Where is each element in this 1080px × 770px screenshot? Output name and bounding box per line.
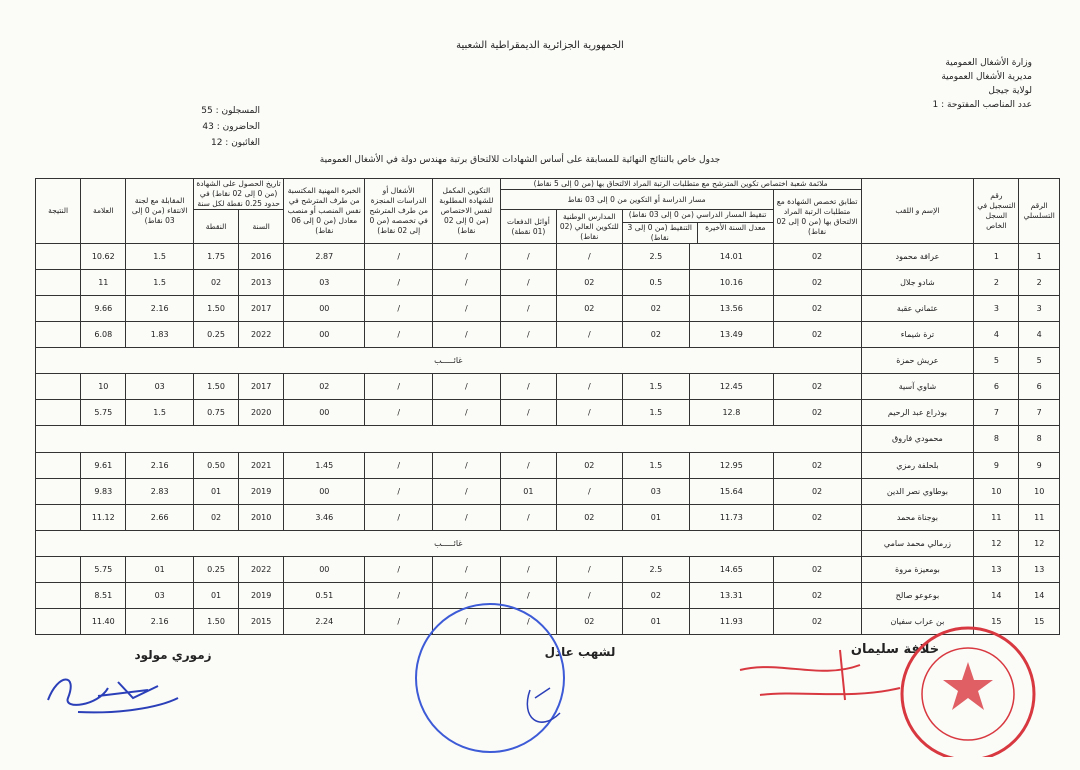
cell-last-year-avg: 14.01 — [690, 244, 773, 270]
cell-works: / — [365, 400, 433, 426]
cell-works: / — [365, 608, 433, 634]
cell-name: زرمالي محمد سامي — [861, 530, 974, 556]
cell-cert-year: 2022 — [239, 322, 284, 348]
cell-mark: 9.66 — [81, 296, 126, 322]
header-graded: التنقيط (من 0 إلى 3 نقاط) — [627, 223, 692, 242]
cell-cert-year: 2021 — [239, 452, 284, 478]
cell-works: / — [365, 374, 433, 400]
cell-name: بوعوعو صالح — [861, 582, 974, 608]
ministry-line: وزارة الأشغال العمومية — [945, 58, 1032, 68]
cell-experience: 00 — [284, 478, 365, 504]
cell-last-year-avg: 11.73 — [690, 504, 773, 530]
cell-name: بومعيزة مروة — [861, 556, 974, 582]
cell-reg: 8 — [974, 426, 1019, 452]
cell-mark: 6.08 — [81, 322, 126, 348]
cell-grade: 02 — [622, 296, 690, 322]
cell-cert-match: 02 — [773, 504, 861, 530]
results-table — [35, 178, 1060, 635]
header-suitability-group: ملائمة شعبة اختصاص تكوين المترشح مع متطلبات الرتبة المراد الالتحاق بها (من 0 إلى 5 نقاط) — [500, 179, 861, 190]
cell-top-graduates: / — [500, 374, 556, 400]
ministry-line: لولاية جيجل — [988, 86, 1032, 96]
header-result: النتيجة — [36, 179, 81, 244]
cell-mark: 5.75 — [81, 400, 126, 426]
cell-name: محمودي فاروق — [861, 426, 974, 452]
cell-serial: 6 — [1019, 374, 1060, 400]
cell-interview: 1.5 — [126, 270, 194, 296]
cell-result — [36, 478, 81, 504]
cell-mark: 11 — [81, 270, 126, 296]
table-row — [36, 530, 1060, 556]
table-row — [36, 296, 1060, 322]
cell-grade: 01 — [622, 608, 690, 634]
header-experience: الخبرة المهنية المكتسبة من طرف المترشح في نفس المنصب أو منصب معادل (من 0 إلى 06 نقاط) — [284, 179, 365, 244]
cell-reg: 1 — [974, 244, 1019, 270]
cell-experience: 2.24 — [284, 608, 365, 634]
cell-national-schools: / — [557, 244, 622, 270]
cell-mark: 11.40 — [81, 608, 126, 634]
cell-result — [36, 322, 81, 348]
cell-reg: 4 — [974, 322, 1019, 348]
cell-cert-match: 02 — [773, 400, 861, 426]
cell-national-schools: / — [557, 322, 622, 348]
cell-cert-points: 0.50 — [193, 452, 238, 478]
cell-name: عرافة محمود — [861, 244, 974, 270]
cell-cert-match: 02 — [773, 270, 861, 296]
cell-experience: 1.45 — [284, 452, 365, 478]
cell-name: بن عراب سفيان — [861, 608, 974, 634]
cell-last-year-avg: 13.31 — [690, 582, 773, 608]
header-last-year: معدل السنة الأخيرة — [697, 223, 773, 243]
cell-works: / — [365, 504, 433, 530]
cell-name: بوذراع عبد الرحيم — [861, 400, 974, 426]
cell-cert-match: 02 — [773, 374, 861, 400]
cell-cert-year: 2013 — [239, 270, 284, 296]
cell-experience: 0.51 — [284, 582, 365, 608]
cell-cert-points: 02 — [193, 504, 238, 530]
table-row — [36, 322, 1060, 348]
cell-name: بلحلفة رمزي — [861, 452, 974, 478]
cell-grade: 0.5 — [622, 270, 690, 296]
cell-serial: 14 — [1019, 582, 1060, 608]
cell-serial: 13 — [1019, 556, 1060, 582]
table-row — [36, 348, 1060, 374]
header-cert-match: تطابق تخصص الشهادة مع متطلبات الرتبة المراد الالتحاق بها (من 0 إلى 02 نقاط) — [773, 190, 861, 244]
cell-experience: 3.46 — [284, 504, 365, 530]
header-interview: المقابلة مع لجنة الانتقاء (من 0 إلى 03 نقاط) — [126, 179, 194, 244]
cell-cert-match: 02 — [773, 244, 861, 270]
cell-national-schools: 02 — [557, 504, 622, 530]
cell-works: / — [365, 270, 433, 296]
cell-mark: 11.12 — [81, 504, 126, 530]
cell-grade: 01 — [622, 504, 690, 530]
header-name: الإسم و اللقب — [861, 179, 974, 244]
cell-serial: 12 — [1019, 530, 1060, 556]
header-year: السنة — [239, 210, 284, 244]
cell-last-year-avg: 11.93 — [690, 608, 773, 634]
signature-name-right: خلافة سليمان — [850, 642, 940, 657]
cell-interview: 2.16 — [126, 296, 194, 322]
table-row — [36, 426, 1060, 452]
table-row — [36, 478, 1060, 504]
cell-reg: 9 — [974, 452, 1019, 478]
document-title: جدول خاص بالنتائج النهائية للمسابقة على أساس الشهادات للالتحاق برتبة مهندس دولة في الأشغال العمومية — [319, 155, 721, 165]
cell-reg: 12 — [974, 530, 1019, 556]
cell-works: / — [365, 478, 433, 504]
cell-complementary: / — [433, 244, 501, 270]
signature-name-left: زموري مولود — [134, 648, 212, 662]
cell-grade: 1.5 — [622, 452, 690, 478]
cell-national-schools: 02 — [557, 270, 622, 296]
cell-interview: 1.83 — [126, 322, 194, 348]
cell-cert-match: 02 — [773, 556, 861, 582]
cell-experience: 00 — [284, 556, 365, 582]
cell-grade: 2.5 — [622, 556, 690, 582]
cell-top-graduates: / — [500, 582, 556, 608]
cell-top-graduates: / — [500, 322, 556, 348]
attendance-stats — [190, 103, 260, 151]
cell-grade: 1.5 — [622, 374, 690, 400]
cell-last-year-avg: 13.49 — [690, 322, 773, 348]
cell-top-graduates: / — [500, 556, 556, 582]
cell-top-graduates: / — [500, 608, 556, 634]
cell-last-year-avg: 12.95 — [690, 452, 773, 478]
cell-works: / — [365, 296, 433, 322]
header-works: الأشغال أو الدراسات المنجزة من طرف المترشح في تخصصه (من 0 إلى 02 نقاط) — [365, 179, 433, 244]
cell-cert-points: 0.25 — [193, 322, 238, 348]
cell-grade: 1.5 — [622, 400, 690, 426]
round-stamp-blue — [410, 598, 570, 758]
header-mark: العلامة — [81, 179, 126, 244]
cell-serial: 10 — [1019, 478, 1060, 504]
cell-last-year-avg: 13.56 — [690, 296, 773, 322]
cell-cert-year: 2019 — [239, 478, 284, 504]
cell-serial: 15 — [1019, 608, 1060, 634]
ministry-line: مديرية الأشغال العمومية — [941, 72, 1032, 82]
cell-national-schools: / — [557, 400, 622, 426]
country-header: الجمهورية الجزائرية الديمقراطية الشعبية — [456, 40, 624, 51]
cell-complementary: / — [433, 400, 501, 426]
cell-cert-points: 1.75 — [193, 244, 238, 270]
cell-serial: 7 — [1019, 400, 1060, 426]
cell-cert-year: 2019 — [239, 582, 284, 608]
header-cert-date: تاريخ الحصول على الشهادة (من 0 إلى 02 نقاط) في حدود 0.25 نقطة لكل سنة — [193, 179, 283, 210]
cell-national-schools: 02 — [557, 608, 622, 634]
cell-experience: 00 — [284, 322, 365, 348]
cell-complementary: / — [433, 608, 501, 634]
cell-cert-points: 01 — [193, 582, 238, 608]
cell-result — [36, 296, 81, 322]
cell-last-year-avg: 12.45 — [690, 374, 773, 400]
cell-mark: 9.83 — [81, 478, 126, 504]
cell-cert-year: 2022 — [239, 556, 284, 582]
cell-last-year-avg: 12.8 — [690, 400, 773, 426]
cell-name: عريش حمزة — [861, 348, 974, 374]
cell-cert-year: 2017 — [239, 374, 284, 400]
cell-result — [36, 582, 81, 608]
cell-grade: 2.5 — [622, 244, 690, 270]
header-complementary: التكوين المكمل للشهادة المطلوبة لنفس الاختصاص (من 0 إلى 02 نقاط) — [433, 179, 501, 244]
cell-result — [36, 270, 81, 296]
cell-cert-match: 02 — [773, 608, 861, 634]
cell-top-graduates: / — [500, 270, 556, 296]
cell-mark: 10.62 — [81, 244, 126, 270]
cell-cert-match: 02 — [773, 582, 861, 608]
table-row — [36, 374, 1060, 400]
empty-row-cell — [36, 426, 862, 452]
cell-top-graduates: / — [500, 244, 556, 270]
cell-works: / — [365, 582, 433, 608]
table-row — [36, 556, 1060, 582]
table-row — [36, 244, 1060, 270]
cell-mark: 8.51 — [81, 582, 126, 608]
cell-cert-match: 02 — [773, 452, 861, 478]
cell-cert-points: 1.50 — [193, 374, 238, 400]
cell-cert-year: 2017 — [239, 296, 284, 322]
handwritten-signature-right — [720, 640, 920, 710]
cell-result — [36, 452, 81, 478]
cell-cert-points: 0.25 — [193, 556, 238, 582]
cell-last-year-avg: 15.64 — [690, 478, 773, 504]
cell-national-schools: / — [557, 582, 622, 608]
cell-complementary: / — [433, 582, 501, 608]
header-top-graduates: أوائل الدفعات (01 نقطة) — [500, 210, 556, 244]
header-reg: رقم التسجيل في السجل الخاص — [974, 179, 1019, 244]
cell-serial: 4 — [1019, 322, 1060, 348]
cell-complementary: / — [433, 452, 501, 478]
cell-interview: 2.16 — [126, 608, 194, 634]
cell-national-schools: / — [557, 374, 622, 400]
cell-serial: 3 — [1019, 296, 1060, 322]
cell-top-graduates: / — [500, 296, 556, 322]
cell-top-graduates: / — [500, 452, 556, 478]
cell-grade: 02 — [622, 582, 690, 608]
cell-cert-points: 1.50 — [193, 296, 238, 322]
cell-reg: 2 — [974, 270, 1019, 296]
header-path-group: مسار الدراسة أو التكوين من 0 إلى 03 نقاط — [500, 190, 773, 210]
absent-label: غائـــــب — [36, 530, 862, 556]
cell-name: ترة شيماء — [861, 322, 974, 348]
cell-national-schools: 02 — [557, 296, 622, 322]
cell-interview: 1.5 — [126, 244, 194, 270]
cell-interview: 01 — [126, 556, 194, 582]
cell-serial: 1 — [1019, 244, 1060, 270]
cell-complementary: / — [433, 270, 501, 296]
cell-works: / — [365, 556, 433, 582]
cell-name: عثماني عقبة — [861, 296, 974, 322]
table-row — [36, 400, 1060, 426]
absent-label: غائـــــب — [36, 348, 862, 374]
present-count: الحاضرون : 43 — [202, 122, 260, 132]
cell-result — [36, 608, 81, 634]
cell-top-graduates: 01 — [500, 478, 556, 504]
cell-cert-points: 02 — [193, 270, 238, 296]
cell-cert-match: 02 — [773, 296, 861, 322]
cell-grade: 03 — [622, 478, 690, 504]
signature-name-middle: لشهب عادل — [544, 645, 616, 659]
header-points: النقطة — [193, 210, 238, 244]
cell-national-schools: 02 — [557, 452, 622, 478]
handwritten-signature-left — [38, 668, 188, 718]
cell-interview: 1.5 — [126, 400, 194, 426]
cell-experience: 03 — [284, 270, 365, 296]
cell-experience: 02 — [284, 374, 365, 400]
cell-cert-year: 2010 — [239, 504, 284, 530]
cell-cert-year: 2020 — [239, 400, 284, 426]
cell-cert-points: 1.50 — [193, 608, 238, 634]
cell-top-graduates: / — [500, 400, 556, 426]
cell-result — [36, 244, 81, 270]
ministry-line: عدد المناصب المفتوحة : 1 — [932, 100, 1032, 110]
cell-experience: 00 — [284, 400, 365, 426]
cell-serial: 8 — [1019, 426, 1060, 452]
cell-name: شاوي آسية — [861, 374, 974, 400]
cell-reg: 13 — [974, 556, 1019, 582]
cell-cert-match: 02 — [773, 478, 861, 504]
table-row — [36, 452, 1060, 478]
cell-cert-year: 2015 — [239, 608, 284, 634]
registered-count: المسجلون : 55 — [201, 106, 260, 116]
cell-cert-points: 0.75 — [193, 400, 238, 426]
cell-complementary: / — [433, 374, 501, 400]
cell-works: / — [365, 452, 433, 478]
cell-reg: 11 — [974, 504, 1019, 530]
cell-last-year-avg: 10.16 — [690, 270, 773, 296]
cell-national-schools: / — [557, 478, 622, 504]
cell-works: / — [365, 322, 433, 348]
cell-name: شادو جلال — [861, 270, 974, 296]
cell-experience: 2.87 — [284, 244, 365, 270]
cell-result — [36, 400, 81, 426]
header-national-schools: المدارس الوطنية للتكوين العالي (02 نقاط) — [557, 210, 622, 244]
header-grading-title: تنقيط المسار الدراسي (من 0 إلى 03 نقاط) — [628, 210, 767, 219]
cell-interview: 03 — [126, 582, 194, 608]
cell-mark: 5.75 — [81, 556, 126, 582]
header-serial: الرقم التسلسلي — [1019, 179, 1060, 244]
cell-cert-match: 02 — [773, 322, 861, 348]
cell-interview: 03 — [126, 374, 194, 400]
absent-count: الغائبون : 12 — [210, 138, 260, 148]
cell-reg: 7 — [974, 400, 1019, 426]
cell-works: / — [365, 244, 433, 270]
cell-complementary: / — [433, 556, 501, 582]
cell-reg: 3 — [974, 296, 1019, 322]
cell-mark: 9.61 — [81, 452, 126, 478]
cell-complementary: / — [433, 322, 501, 348]
cell-complementary: / — [433, 504, 501, 530]
cell-last-year-avg: 14.65 — [690, 556, 773, 582]
cell-mark: 10 — [81, 374, 126, 400]
cell-name: بوجناة محمد — [861, 504, 974, 530]
cell-interview: 2.16 — [126, 452, 194, 478]
cell-interview: 2.66 — [126, 504, 194, 530]
cell-reg: 14 — [974, 582, 1019, 608]
cell-result — [36, 556, 81, 582]
header-grading — [622, 210, 773, 244]
cell-cert-year: 2016 — [239, 244, 284, 270]
ministry-block — [852, 56, 1032, 112]
cell-reg: 6 — [974, 374, 1019, 400]
cell-result — [36, 374, 81, 400]
cell-reg: 10 — [974, 478, 1019, 504]
cell-grade: 02 — [622, 322, 690, 348]
results-body — [36, 244, 1060, 635]
cell-complementary: / — [433, 296, 501, 322]
cell-serial: 9 — [1019, 452, 1060, 478]
cell-reg: 15 — [974, 608, 1019, 634]
cell-reg: 5 — [974, 348, 1019, 374]
cell-complementary: / — [433, 478, 501, 504]
cell-experience: 00 — [284, 296, 365, 322]
cell-serial: 11 — [1019, 504, 1060, 530]
cell-national-schools: / — [557, 556, 622, 582]
cell-name: بوطاوي نصر الدين — [861, 478, 974, 504]
cell-cert-points: 01 — [193, 478, 238, 504]
cell-result — [36, 504, 81, 530]
cell-serial: 2 — [1019, 270, 1060, 296]
table-row — [36, 270, 1060, 296]
cell-serial: 5 — [1019, 348, 1060, 374]
table-row — [36, 504, 1060, 530]
cell-interview: 2.83 — [126, 478, 194, 504]
cell-top-graduates: / — [500, 504, 556, 530]
